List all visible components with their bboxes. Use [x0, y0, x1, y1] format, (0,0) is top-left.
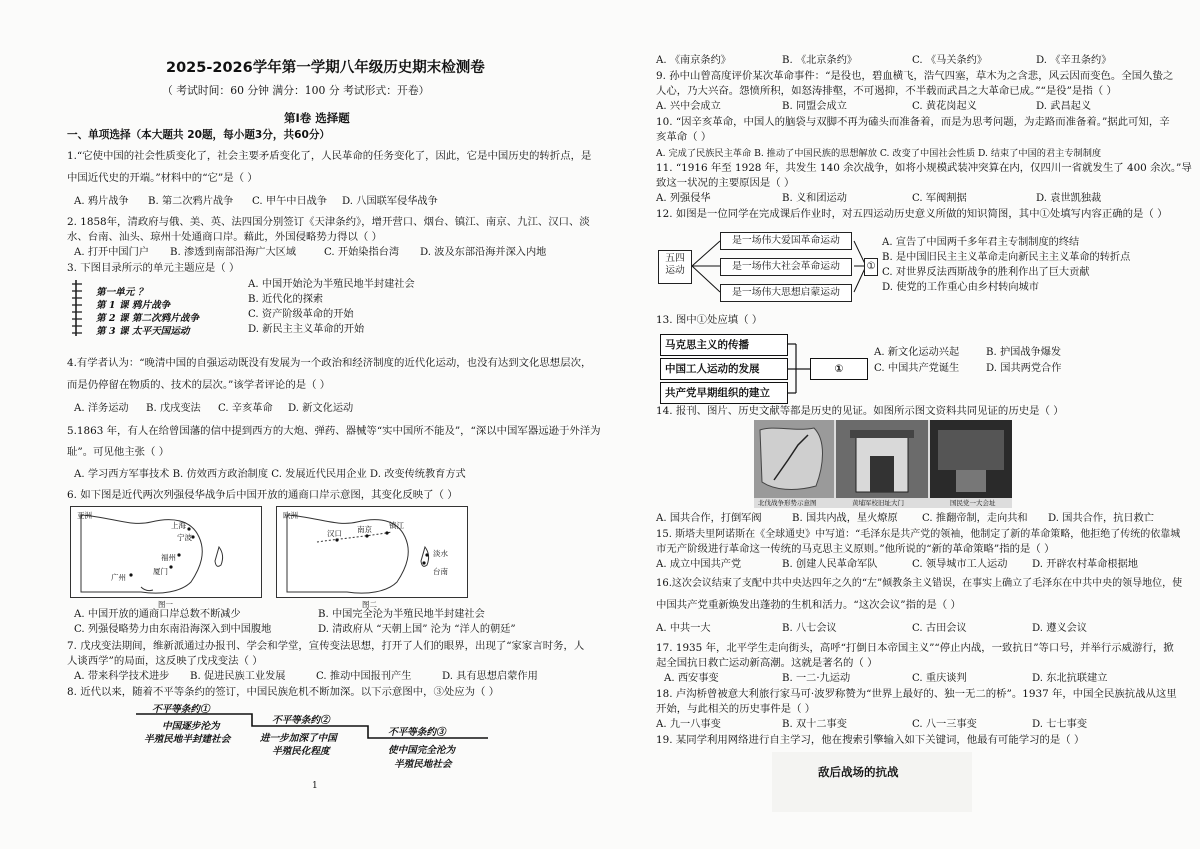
map1-label-ningbo: 宁波 — [177, 533, 192, 542]
q7-option-a: A. 带来科学技术进步 — [74, 671, 170, 682]
q4-option-a: A. 洋务运动 — [74, 403, 129, 414]
q13-option-c: C. 中国共产党诞生 — [874, 363, 960, 374]
northern-expedition-map-photo — [754, 420, 834, 498]
q17-option-d: D. 东北抗联建立 — [1032, 673, 1108, 684]
q19-stem: 19. 某同学利用网络进行自主学习，他在搜索引擎输入如下关键词，他最有可能学习的是（ ） — [656, 734, 1085, 746]
q3-lesson3: 第 3 课 太平天国运动 — [96, 326, 190, 337]
q9-option-a: A. 兴中会成立 — [656, 101, 721, 112]
q13-stem: 13. 图中①处应填（ ） — [656, 314, 763, 326]
q11-option-a: A. 列强侵华 — [656, 193, 711, 204]
q18-line1: 18. 卢沟桥曾被意大利旅行家马可·波罗称赞为“世界上最好的、独一无二的桥”。1937 年，中国全民族抗战从这里 — [656, 688, 1177, 700]
map-photo-icon — [754, 420, 834, 498]
exam-title: 2025-2026学年第一学期八年级历史期末检测卷 — [166, 60, 485, 76]
q15-line1: 15. 斯塔夫里阿诺斯在《全球通史》中写道：“毛泽东是共产党的领袖，他制定了新的革命策略，他拒绝了传统的依靠城 — [656, 529, 1181, 540]
q14-photo-strip — [754, 420, 1012, 508]
q1-option-c: C. 甲午中日战争 — [252, 196, 328, 207]
q8-step1-text1: 中国逐步沦为 — [162, 721, 220, 732]
q8-stair-diagram — [132, 700, 492, 772]
q10-line1: 10. “因辛亥革命，中国人的脑袋与双脚不再为磕头而准备着，而是为思考问题，为走路而准备着。”据此可知，辛 — [656, 116, 1170, 128]
q6-stem: 6. 如下图是近代两次列强侵华战争后中国开放的通商口岸示意图，其变化反映了（ ） — [67, 489, 458, 501]
q13-option-a: A. 新文化运动兴起 — [874, 347, 960, 358]
q14-caption-1: 北伐战争形势示意图 — [758, 499, 817, 507]
q16-option-d: D. 遵义会议 — [1032, 623, 1088, 634]
page-number: 1 — [312, 781, 318, 791]
q3-lesson2: 第 2 课 第二次鸦片战争 — [96, 313, 200, 324]
q4-option-b: B. 戊戌变法 — [146, 403, 201, 414]
q1-option-b: B. 第二次鸦片战争 — [148, 196, 234, 207]
q9-option-d: D. 武昌起义 — [1036, 101, 1092, 112]
q11-option-d: D. 袁世凯独裁 — [1036, 193, 1102, 204]
q8-option-b: B. 《北京条约》 — [782, 55, 858, 66]
q2-line2: 水、台南、汕头、琼州十处通商口岸。藉此，外国侵略势力得以（ ） — [67, 231, 383, 243]
q13-box-1: 马克思主义的传播 — [660, 334, 788, 356]
map2-label-hankou: 汉口 — [327, 529, 342, 538]
q15-option-a: A. 成立中国共产党 — [656, 559, 742, 570]
q8-stem: 8. 近代以来，随着不平等条约的签订，中国民族危机不断加深。以下示意图中，③处应为（ ） — [67, 686, 500, 698]
map1-label-asia: 亚洲 — [77, 511, 92, 520]
q6-option-a: A. 中国开放的通商口岸总数不断减少 — [74, 609, 241, 620]
q8-option-a: A. 《南京条约》 — [656, 55, 731, 66]
q9-line2: 人心，乃大兴奋。怨愤所积，如怒涛排壑，不可遏抑，不半载而武昌之大革命已成。”“是役”是指（ ） — [656, 85, 1117, 97]
q3-option-d: D. 新民主主义革命的开始 — [248, 324, 365, 335]
q17-line2: 起全国抗日救亡运动新高潮。这就是著名的（ ） — [656, 657, 878, 669]
part-heading: 第Ⅰ卷 选择题 — [284, 111, 350, 125]
q16-option-c: C. 古田会议 — [912, 623, 967, 634]
q8-treaty-2: 不平等条约② — [272, 715, 330, 726]
section-heading: 一、单项选择（本大题共 20题，每小题3分，共60分） — [67, 129, 331, 141]
map1-label-xiamen: 厦门 — [153, 567, 168, 576]
q18-option-b: B. 双十二事变 — [782, 719, 847, 730]
q15-option-b: B. 创建人民革命军队 — [782, 559, 878, 570]
q18-line2: 开始，与此相关的历史事件是（ ） — [656, 703, 816, 715]
map2-label-europe: 欧洲 — [283, 511, 298, 520]
q14-option-b: B. 国共内战，星火燎原 — [792, 513, 898, 524]
q18-option-a: A. 九一八事变 — [656, 719, 721, 730]
q2-line1: 2. 1858年，清政府与俄、美、英、法四国分别签订《天津条约》，增开营口、烟台、镇江、南京、九江、汉口、淡 — [67, 216, 590, 228]
map1-label-guangzhou: 广州 — [111, 573, 126, 582]
q8-option-d: D. 《辛丑条约》 — [1036, 55, 1112, 66]
q8-step3-text2: 半殖民地社会 — [394, 759, 452, 770]
q3-stem: 3. 下图目录所示的单元主题应是（ ） — [67, 262, 240, 274]
q12-root-line2: 运动 — [665, 265, 685, 276]
q3-option-a: A. 中国开始沦为半殖民地半封建社会 — [248, 279, 415, 290]
q11-line2: 致这一状况的主要原因是（ ） — [656, 177, 795, 189]
q14-option-d: D. 国共合作，抗日救亡 — [1048, 513, 1154, 524]
q5-line1: 5.1863 年，有人在给曾国藩的信中提到西方的大炮、弹药、器械等“实中国所不能及”，“深以中国军器远逊于外洋为 — [67, 425, 601, 437]
q14-stem: 14. 报刊、图片、历史文献等都是历史的见证。如图所示图文资料共同见证的历史是（ ） — [656, 405, 1064, 417]
q6-map-1 — [70, 506, 262, 598]
hall-photo-icon — [930, 420, 1012, 498]
q6-option-c: C. 列强侵略势力由东南沿海深入到中国腹地 — [74, 624, 272, 635]
q18-option-d: D. 七七事变 — [1032, 719, 1088, 730]
q12-root-line1: 五四 — [665, 253, 685, 264]
q6-option-b: B. 中国完全沦为半殖民地半封建社会 — [318, 609, 485, 620]
q2-option-c: C. 开始染指台湾 — [324, 247, 400, 258]
q12-branch-3: 是一场伟大思想启蒙运动 — [720, 284, 852, 302]
q10-options: A. 完成了民族民主革命 B. 推动了中国民族的思想解放 C. 改变了中国社会性质 D. 结束了中国的君主专制制度 — [656, 148, 1102, 159]
q14-option-a: A. 国共合作，打倒军阀 — [656, 513, 762, 524]
q17-option-b: B. 一二·九运动 — [782, 673, 851, 684]
q16-line1: 16.这次会议结束了支配中共中央达四年之久的“左”倾教条主义错误，在事实上确立了毛泽东在中共中央的领导地位，使 — [656, 578, 1183, 589]
q12-root-box — [658, 250, 692, 284]
map2-label-nanjing: 南京 — [357, 525, 372, 534]
map2-caption: 图二 — [362, 600, 377, 609]
q8-treaty-3: 不平等条约③ — [388, 727, 446, 738]
q12-stem: 12. 如图是一位同学在完成课后作业时，对五四运动历史意义所做的知识简图，其中①处填写内容正确的是（ ） — [656, 208, 1168, 220]
q16-line2: 中国共产党重新焕发出蓬勃的生机和活力。“这次会议”指的是（ ） — [656, 599, 961, 611]
left-page — [62, 0, 601, 849]
q10-line2: 亥革命（ ） — [656, 131, 712, 143]
q9-option-b: B. 同盟会成立 — [782, 101, 847, 112]
q1-line1: 1.“它使中国的社会性质变化了，社会主要矛盾变化了，人民革命的任务变化了，因此，它是中国历史的转折点，是 — [67, 150, 592, 162]
q17-option-a: A. 西安事变 — [664, 673, 719, 684]
q12-blank: ① — [864, 258, 878, 276]
map2-label-tainan: 台南 — [433, 567, 448, 576]
map2-label-danshui: 淡水 — [433, 549, 448, 558]
q13-diagram — [660, 334, 870, 402]
q19-keyword: 敌后战场的抗战 — [818, 765, 899, 779]
q11-option-c: C. 军阀割据 — [912, 193, 967, 204]
q3-option-b: B. 近代化的探索 — [248, 294, 324, 305]
q8-step1-text2: 半殖民地半封建社会 — [144, 734, 231, 745]
q13-box-3: 共产党早期组织的建立 — [660, 382, 788, 404]
q14-caption-3: 国民党一大会址 — [950, 499, 996, 507]
right-page — [652, 0, 1192, 849]
q14-caption-2: 黄埔军校旧址大门 — [852, 499, 904, 507]
q12-option-b: B. 是中国旧民主主义革命走向新民主主义革命的转折点 — [882, 252, 1131, 263]
q8-step2-text2: 半殖民化程度 — [272, 746, 330, 757]
q7-line1: 7. 戊戌变法期间，维新派通过办报刊、学会和学堂，宣传变法思想，打开了人们的眼界，出现了“家家言时务，人 — [67, 640, 585, 652]
map1-caption: 图一 — [158, 600, 173, 609]
q16-option-a: A. 中共一大 — [656, 623, 711, 634]
q13-option-b: B. 护国战争爆发 — [986, 347, 1062, 358]
exam-subtitle: （ 考试时间：60 分钟 满分：100 分 考试形式：开卷） — [162, 84, 430, 97]
q5-line2: 耻”。可见他主张（ ） — [67, 446, 170, 458]
whampoa-gate-photo — [836, 420, 928, 498]
q16-option-b: B. 八七会议 — [782, 623, 837, 634]
q12-branch-2: 是一场伟大社会革命运动 — [720, 258, 852, 276]
q11-line1: 11. “1916 年至 1928 年，共发生 140 余次战争，如将小规模武装冲突算在内，仅四川一省就发生了 400 余次。”导 — [656, 162, 1192, 174]
q1-line2: 中国近代史的开端。”材料中的“它”是（ ） — [67, 172, 258, 184]
q12-branch-1: 是一场伟大爱国革命运动 — [720, 232, 852, 250]
q12-diagram — [658, 228, 878, 306]
q13-blank: ① — [810, 358, 868, 380]
q19-search-image — [772, 752, 972, 812]
q1-option-a: A. 鸦片战争 — [74, 196, 129, 207]
q8-option-c: C. 《马关条约》 — [912, 55, 988, 66]
map1-label-fuzhou: 福州 — [161, 553, 176, 562]
q4-line2: 而是仍停留在物质的、技术的层次。”该学者评论的是（ ） — [67, 379, 331, 391]
q8-treaty-1: 不平等条约① — [152, 704, 210, 715]
q4-option-c: C. 辛亥革命 — [218, 403, 273, 414]
q12-option-a: A. 宣告了中国两千多年君主专制制度的终结 — [882, 237, 1080, 248]
q6-option-d: D. 清政府从 “天朝上国” 沦为 “洋人的朝廷” — [318, 624, 516, 635]
q15-line2: 市无产阶级进行革命这一传统的马克思主义原则。”他所说的“新的革命策略”指的是（ ） — [656, 543, 1055, 555]
q15-option-d: D. 开辟农村革命根据地 — [1032, 559, 1138, 570]
kmt-congress-hall-photo — [930, 420, 1012, 498]
q15-option-c: C. 领导城市工人运动 — [912, 559, 1008, 570]
q18-option-c: C. 八一三事变 — [912, 719, 977, 730]
q1-option-d: D. 八国联军侵华战争 — [342, 196, 438, 207]
q8-step2-text1: 进一步加深了中国 — [260, 733, 337, 744]
q13-option-d: D. 国共两党合作 — [986, 363, 1062, 374]
q4-line1: 4.有学者认为：“晚清中国的自强运动既没有发展为一个政治和经济制度的近代化运动，也没有达到文化思想层次， — [67, 357, 592, 369]
q3-unit-line: 第一单元 ？ — [96, 287, 148, 298]
map1-label-shanghai: 上海 — [171, 521, 186, 530]
q11-option-b: B. 义和团运动 — [782, 193, 847, 204]
notebook-spiral-icon — [70, 278, 90, 338]
q12-option-d: D. 使党的工作重心由乡村转向城市 — [882, 282, 1039, 293]
q2-option-d: D. 波及东部沿海并深入内地 — [420, 247, 547, 258]
q17-option-c: C. 重庆谈判 — [912, 673, 967, 684]
q9-option-c: C. 黄花岗起义 — [912, 101, 977, 112]
q7-option-c: C. 推动中国报刊产生 — [316, 671, 412, 682]
q8-step3-text1: 使中国完全沦为 — [388, 745, 456, 756]
q4-option-d: D. 新文化运动 — [288, 403, 354, 414]
q13-box-2: 中国工人运动的发展 — [660, 358, 788, 380]
q9-line1: 9. 孙中山曾高度评价某次革命事件：“是役也，碧血横飞，浩气四塞，草木为之含悲，风云因而变色。全国久蛰之 — [656, 70, 1174, 82]
q2-option-a: A. 打开中国门户 — [74, 247, 149, 258]
q14-option-c: C. 推翻帝制，走向共和 — [922, 513, 1028, 524]
gate-photo-icon — [836, 420, 928, 498]
q7-option-d: D. 具有思想启蒙作用 — [442, 671, 538, 682]
q5-options: A. 学习西方军事技术 B. 仿效西方政治制度 C. 发展近代民用企业 D. 改变传统教育方式 — [74, 469, 466, 480]
q2-option-b: B. 渗透到南部沿海广大区域 — [170, 247, 297, 258]
q3-option-c: C. 资产阶级革命的开始 — [248, 309, 354, 320]
q6-map-2 — [276, 506, 468, 598]
q7-option-b: B. 促进民族工业发展 — [190, 671, 286, 682]
map2-label-zhenjiang: 镇江 — [389, 521, 404, 530]
q3-notebook-image — [70, 278, 240, 338]
q17-line1: 17. 1935 年，北平学生走向街头，高呼“打倒日本帝国主义”“停止内战，一致抗日”等口号，并举行示威游行，掀 — [656, 642, 1174, 654]
q12-option-c: C. 对世界反法西斯战争的胜利作出了巨大贡献 — [882, 267, 1090, 278]
q7-line2: 人谈西学”的局面，这反映了戊戌变法（ ） — [67, 655, 263, 667]
q3-lesson1: 第 1 课 鸦片战争 — [96, 300, 171, 311]
